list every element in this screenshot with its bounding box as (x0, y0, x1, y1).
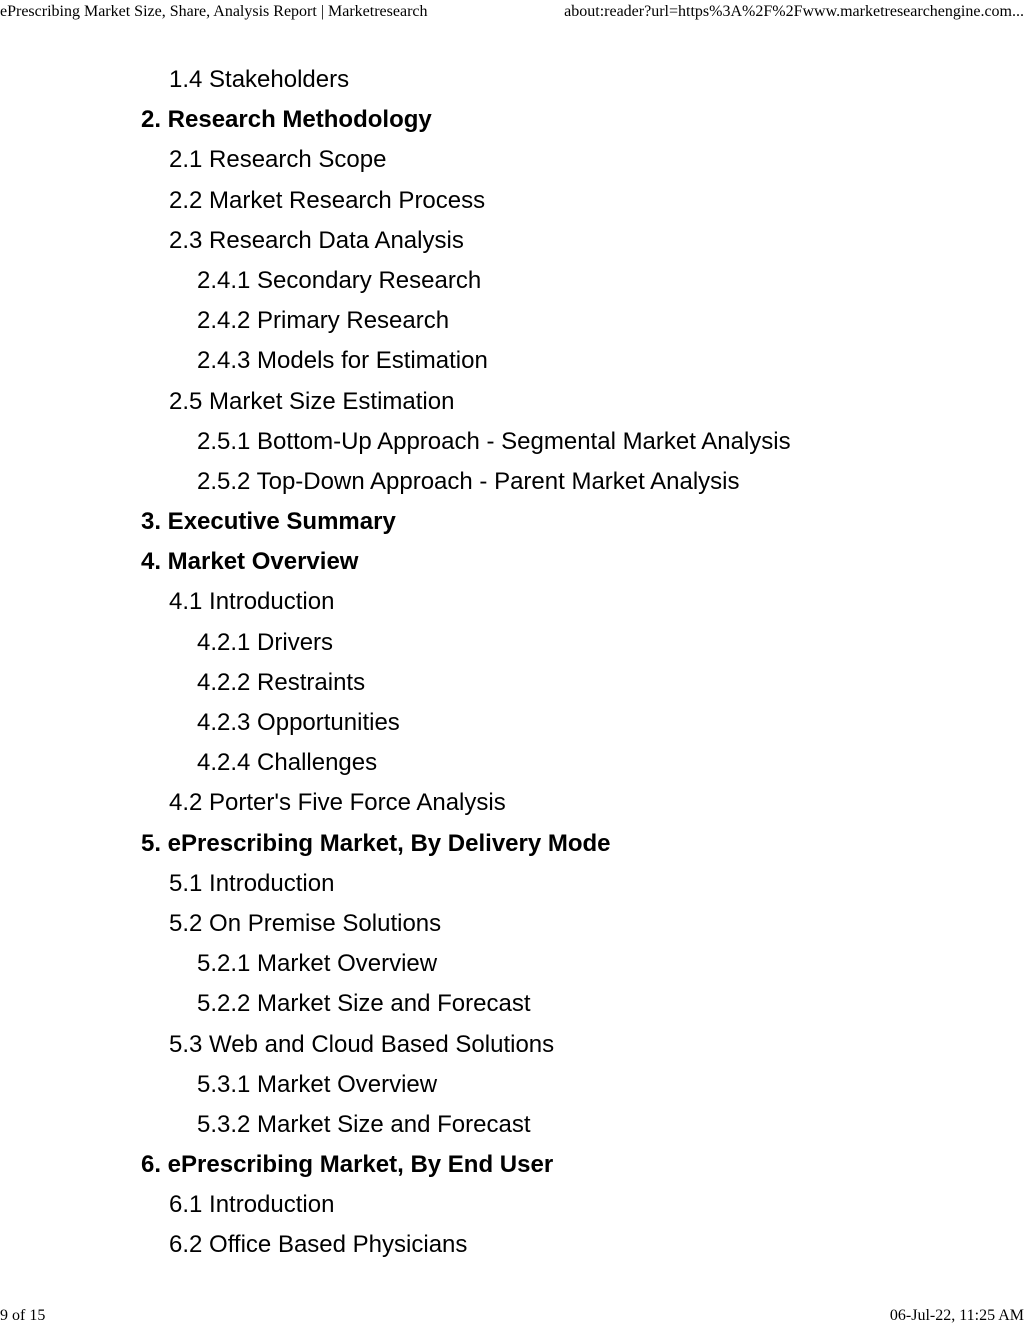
toc-item: 5.2 On Premise Solutions (169, 909, 442, 937)
toc-item: 5.3 Web and Cloud Based Solutions (169, 1030, 555, 1058)
toc-item: 5.1 Introduction (169, 869, 335, 897)
toc-item: 5.2.2 Market Size and Forecast (197, 990, 531, 1018)
print-header (0, 0, 1024, 24)
toc-item: 5.3.1 Market Overview (197, 1070, 438, 1098)
toc-item: 2.4.3 Models for Estimation (197, 347, 488, 375)
toc-section-heading: 3. Executive Summary (141, 508, 396, 536)
page-url: about:reader?url=https%3A%2F%2Fwww.marketresearchengine.com... (564, 3, 1024, 20)
toc-item: 4.2.2 Restraints (197, 668, 366, 696)
print-datetime: 06-Jul-22, 11:25 AM (889, 1307, 1024, 1324)
toc-section-heading: 4. Market Overview (141, 548, 359, 576)
toc-item: 4.2.1 Drivers (197, 628, 334, 656)
toc-item: 5.2.1 Market Overview (197, 950, 438, 978)
toc-section-heading: 2. Research Methodology (141, 106, 432, 134)
toc-item: 6.1 Introduction (169, 1191, 335, 1219)
toc-item: 2.1 Research Scope (169, 146, 387, 174)
toc-item: 6.2 Office Based Physicians (169, 1231, 468, 1259)
toc-item: 4.2.4 Challenges (197, 749, 378, 777)
table-of-contents (0, 60, 1024, 1266)
toc-item: 2.5.2 Top-Down Approach - Parent Market Analysis (197, 467, 740, 495)
toc-item: 2.4.1 Secondary Research (197, 266, 482, 294)
toc-item: 1.4 Stakeholders (169, 66, 350, 93)
toc-item: 4.2.3 Opportunities (197, 709, 400, 736)
print-footer (0, 1304, 1024, 1328)
toc-item: 2.4.2 Primary Research (197, 307, 450, 335)
toc-section-heading: 6. ePrescribing Market, By End User (141, 1151, 554, 1179)
page-title: ePrescribing Market Size, Share, Analysis Report | Marketresearch (0, 3, 428, 20)
toc-item: 4.1 Introduction (169, 588, 335, 616)
toc-section-heading: 5. ePrescribing Market, By Delivery Mode (141, 829, 611, 857)
toc-item: 2.5 Market Size Estimation (169, 387, 455, 415)
toc-item: 5.3.2 Market Size and Forecast (197, 1110, 531, 1138)
page-number: 9 of 15 (0, 1307, 46, 1324)
toc-item: 2.3 Research Data Analysis (169, 226, 464, 254)
toc-item: 2.2 Market Research Process (169, 186, 486, 214)
toc-item: 4.2 Porter's Five Force Analysis (169, 789, 506, 817)
toc-item: 2.5.1 Bottom-Up Approach - Segmental Market Analysis (197, 427, 791, 455)
